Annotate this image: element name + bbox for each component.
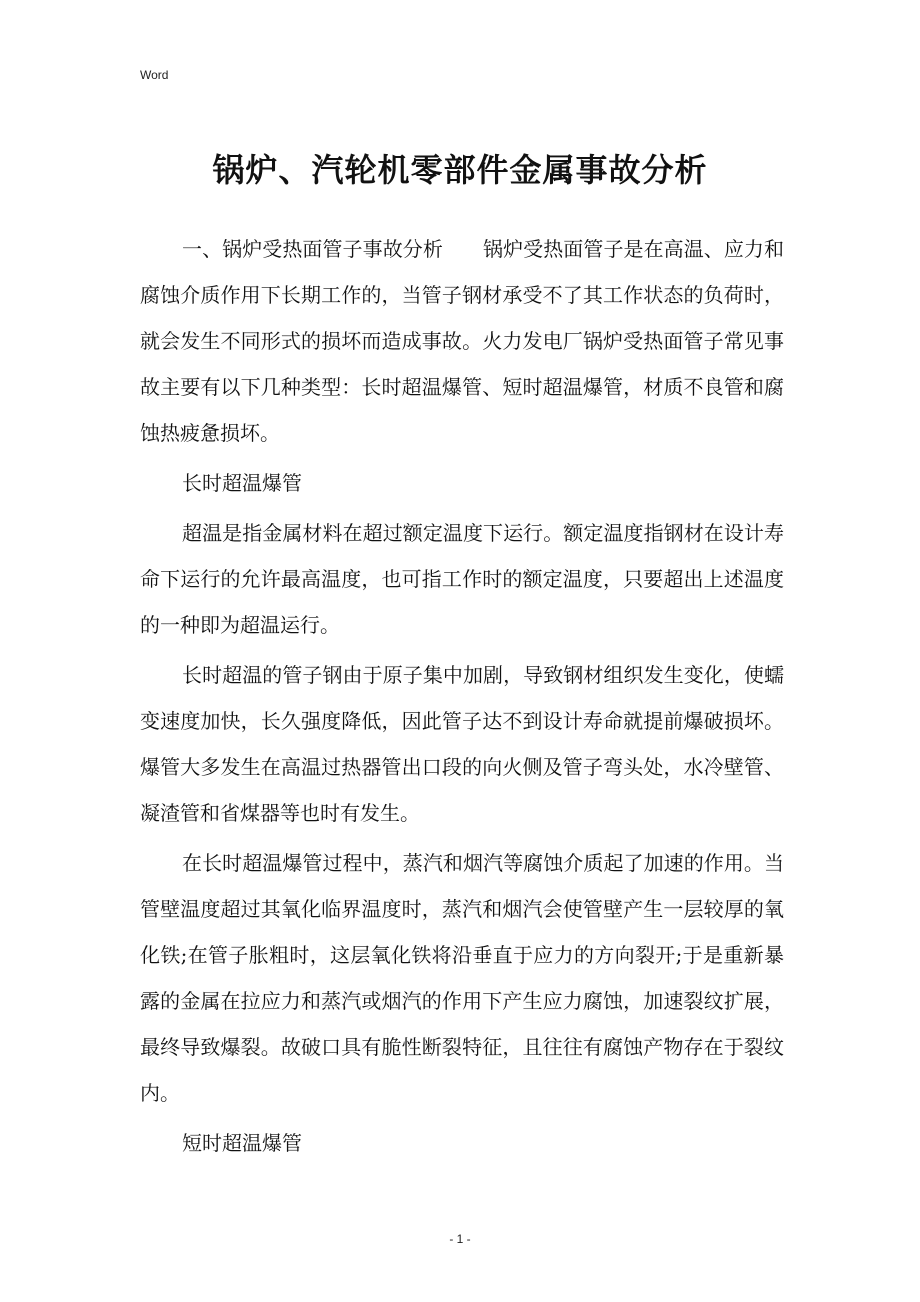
paragraph: 超温是指金属材料在超过额定温度下运行。额定温度指钢材在设计寿命下运行的允许最高温度，也可指工作时的额定温度，只要超出上述温度的一种即为超温运行。: [140, 521, 784, 637]
paragraph: 一、锅炉受热面管子事故分析 锅炉受热面管子是在高温、应力和腐蚀介质作用下长期工作的，当管子钢材承受不了其工作状态的负荷时，就会发生不同形式的损坏而造成事故。火力发电厂锅炉受热面管子常见事故主要有以下几种类型：长时超温爆管、短时超温爆管，材质不良管和腐蚀热疲惫损坏。: [140, 237, 784, 445]
header-label: Word: [140, 68, 169, 82]
document-body: [140, 226, 784, 1166]
document-title: 锅炉、汽轮机零部件金属事故分析: [212, 151, 708, 189]
paragraph: 在长时超温爆管过程中，蒸汽和烟汽等腐蚀介质起了加速的作用。当管壁温度超过其氧化临界温度时，蒸汽和烟汽会使管壁产生一层较厚的氧化铁;在管子胀粗时，这层氧化铁将沿垂直于应力的方向裂开;于是重新暴露的金属在拉应力和蒸汽或烟汽的作用下产生应力腐蚀，加速裂纹扩展，最终导致爆裂。故破口具有脆性断裂特征，且往往有腐蚀产物存在于裂纹内。: [140, 851, 784, 1105]
section-heading: 短时超温爆管: [182, 1131, 302, 1155]
paragraph: 长时超温的管子钢由于原子集中加剧，导致钢材组织发生变化，使蠕变速度加快，长久强度降低，因此管子达不到设计寿命就提前爆破损坏。爆管大多发生在高温过热器管出口段的向火侧及管子弯头处，水冷壁管、凝渣管和省煤器等也时有发生。: [140, 663, 784, 825]
section-heading: 长时超温爆管: [182, 471, 302, 495]
page-number: - 1 -: [449, 1232, 471, 1246]
